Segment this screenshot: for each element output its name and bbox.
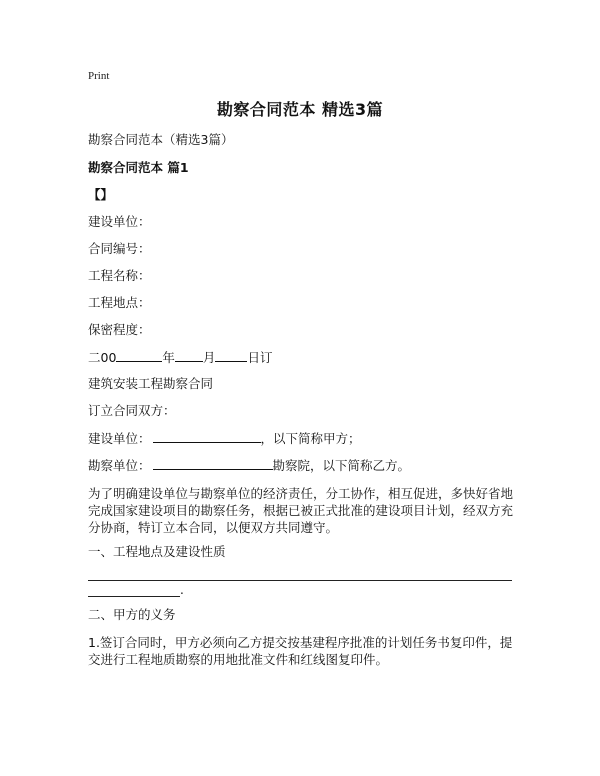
section1-end-period: . bbox=[180, 583, 184, 597]
year-label: 年 bbox=[162, 350, 175, 365]
field-contract-no: 合同编号： bbox=[88, 241, 151, 256]
contract-name: 建筑安装工程勘察合同 bbox=[88, 376, 214, 391]
party-b-label: 勘察单位： bbox=[88, 458, 151, 473]
date-line bbox=[88, 349, 272, 366]
section1-blank-line-1 bbox=[88, 580, 512, 581]
party-b-blank bbox=[153, 457, 273, 470]
section-heading: 勘察合同范本 篇1 bbox=[88, 160, 189, 175]
month-label: 月 bbox=[202, 350, 216, 365]
print-label[interactable]: Print bbox=[88, 70, 110, 82]
day-blank bbox=[215, 349, 247, 362]
subtitle: 勘察合同范本（精选3篇） bbox=[88, 132, 234, 147]
party-b-line bbox=[88, 457, 410, 474]
field-project-name: 工程名称： bbox=[88, 268, 151, 283]
section2-title: 二、甲方的义务 bbox=[88, 607, 176, 622]
field-builder: 建设单位： bbox=[88, 214, 151, 229]
day-sign-label: 日订 bbox=[247, 350, 273, 365]
field-secrecy: 保密程度： bbox=[88, 322, 151, 337]
intro-paragraph: 为了明确建设单位与勘察单位的经济责任，分工协作，相互促进，多快好省地完成国家建设项目的勘察任务，根据已被正式批准的建设项目计划，经双方充分协商，特订立本合同，以便双方共同遵守。 bbox=[88, 486, 514, 535]
date-prefix: 二00 bbox=[88, 350, 117, 365]
party-a-blank bbox=[153, 430, 261, 443]
section1-title: 一、工程地点及建设性质 bbox=[88, 544, 226, 559]
parties-intro: 订立合同双方： bbox=[88, 403, 176, 418]
bracket-placeholder: 【】 bbox=[88, 187, 114, 202]
field-project-location: 工程地点： bbox=[88, 295, 151, 310]
party-a-label: 建设单位： bbox=[88, 431, 151, 446]
month-blank bbox=[175, 349, 203, 362]
section1-blank-line-2 bbox=[88, 596, 180, 597]
year-blank bbox=[116, 349, 162, 362]
party-a-line bbox=[88, 430, 361, 447]
page-title: 勘察合同范本 精选3篇 bbox=[216, 100, 384, 119]
party-a-suffix: ，以下简称甲方； bbox=[260, 431, 361, 446]
clause-1: 1.签订合同时，甲方必须向乙方提交按基建程序批准的计划任务书复印件，提交进行工程地质勘察的用地批准文件和红线图复印件。 bbox=[88, 635, 513, 667]
party-b-suffix: 勘察院，以下简称乙方。 bbox=[272, 458, 411, 473]
